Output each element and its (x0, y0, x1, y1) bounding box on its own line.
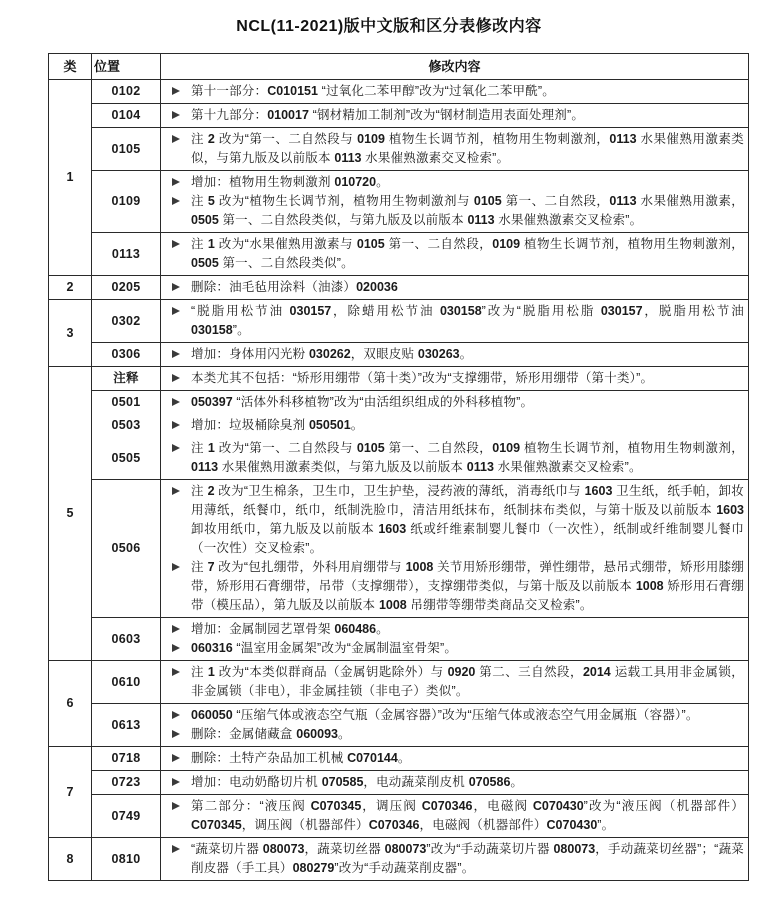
position-cell: 0749 (92, 795, 161, 838)
content-cell (161, 414, 749, 437)
bullet-arrow-icon (161, 235, 191, 248)
position-cell: 0501 (92, 391, 161, 415)
table-row (49, 104, 749, 128)
modification-item (161, 369, 744, 388)
modification-item (161, 482, 744, 558)
content-cell (161, 343, 749, 367)
modification-text: 本类尤其不包括：“矫形用绷带（第十类）”改为“支撑绷带，矫形用绷带（第十类）”。 (191, 371, 654, 385)
modification-text: 删除：油毛毡用涂料（油漆）020036 (191, 280, 398, 294)
table-row (49, 437, 749, 480)
table-row (49, 391, 749, 415)
table-header-row (49, 54, 749, 80)
header-position: 位置 (92, 54, 161, 80)
table-row (49, 618, 749, 661)
position-cell: 0113 (92, 233, 161, 276)
position-cell: 0610 (92, 661, 161, 704)
modification-item (161, 663, 744, 701)
position-cell: 0302 (92, 300, 161, 343)
content-cell (161, 771, 749, 795)
bullet-arrow-icon (161, 749, 191, 762)
page-title: NCL(11-2021)版中文版和区分表修改内容 (236, 18, 542, 35)
content-cell (161, 80, 749, 104)
content-cell (161, 838, 749, 881)
table-row (49, 795, 749, 838)
content-cell (161, 437, 749, 480)
modification-text: “蔬菜切片器 080073，蔬菜切丝器 080073”改为“手动蔬菜切片器 080073，手动蔬菜切丝器”；“蔬菜削皮器（手工具）080279”改为“手动蔬菜削皮器”。 (191, 842, 744, 875)
modification-item (161, 130, 744, 168)
modification-item (161, 278, 744, 297)
header-content: 修改内容 (161, 54, 749, 80)
content-cell (161, 104, 749, 128)
position-cell: 0723 (92, 771, 161, 795)
position-cell: 注释 (92, 367, 161, 391)
modification-item (161, 620, 744, 639)
modification-text: “脱脂用松节油 030157，除蜡用松节油 030158”改为“脱脂用松脂 030157，脱脂用松节油 030158”。 (191, 304, 744, 337)
modification-table (48, 53, 749, 881)
modification-item (161, 725, 744, 744)
position-cell: 0718 (92, 747, 161, 771)
modification-text: 增加：植物用生物刺激剂 010720。 (191, 175, 389, 189)
content-cell (161, 391, 749, 415)
bullet-arrow-icon (161, 439, 191, 452)
table-row (49, 704, 749, 747)
content-cell (161, 128, 749, 171)
content-cell (161, 747, 749, 771)
content-cell (161, 661, 749, 704)
position-cell: 0613 (92, 704, 161, 747)
modification-item (161, 706, 744, 725)
modification-item (161, 235, 744, 273)
table-row (49, 128, 749, 171)
bullet-arrow-icon (161, 278, 191, 291)
content-cell (161, 795, 749, 838)
bullet-arrow-icon (161, 558, 191, 571)
bullet-arrow-icon (161, 130, 191, 143)
class-number-cell: 5 (49, 367, 92, 661)
bullet-arrow-icon (161, 725, 191, 738)
table-row (49, 480, 749, 618)
modification-text: 注 1 改为“第一、二自然段与 0105 第一、二自然段，0109 植物生长调节剂，植物用生物刺激剂，0113 水果催熟用激素类似，与第九版及以前版本 0113 水果催熟激素交叉检索”。 (191, 441, 744, 474)
modification-item (161, 749, 744, 768)
modification-item (161, 192, 744, 230)
bullet-arrow-icon (161, 639, 191, 652)
modification-text: 注 5 改为“植物生长调节剂，植物用生物刺激剂与 0105 第一、二自然段，0113 水果催熟用激素，0505 第一、二自然段类似，与第九版及以前版本 0113 水果催熟激素交叉检索”。 (191, 194, 744, 227)
position-cell: 0105 (92, 128, 161, 171)
bullet-arrow-icon (161, 416, 191, 429)
modification-item (161, 797, 744, 835)
modification-item (161, 82, 744, 101)
table-row (49, 171, 749, 233)
class-number-cell: 6 (49, 661, 92, 747)
bullet-arrow-icon (161, 369, 191, 382)
table-row (49, 414, 749, 437)
position-cell: 0810 (92, 838, 161, 881)
bullet-arrow-icon (161, 663, 191, 676)
position-cell: 0306 (92, 343, 161, 367)
modification-text: 060316 “温室用金属架”改为“金属制温室骨架”。 (191, 641, 458, 655)
content-cell (161, 171, 749, 233)
modification-text: 删除：土特产杂品加工机械 C070144。 (191, 751, 411, 765)
bullet-arrow-icon (161, 482, 191, 495)
table-row (49, 771, 749, 795)
class-number-cell: 2 (49, 276, 92, 300)
content-cell (161, 618, 749, 661)
modification-text: 注 7 改为“包扎绷带，外科用肩绷带与 1008 关节用矫形绷带，弹性绷带，悬吊式绷带，矫形用膝绷带，矫形用石膏绷带，吊带（支撑绷带），支撑绷带类似，与第十版及以前版本 1008 矫形用石膏绷带（模压品），第九版及以前版本 1008 吊绷带等绷带类商品交叉检索”。 (191, 560, 745, 612)
modification-item (161, 439, 744, 477)
table-row (49, 661, 749, 704)
table-row (49, 233, 749, 276)
modification-item (161, 106, 744, 125)
modification-text: 增加：金属制园艺罩骨架 060486。 (191, 622, 389, 636)
class-number-cell: 7 (49, 747, 92, 838)
bullet-arrow-icon (161, 620, 191, 633)
bullet-arrow-icon (161, 302, 191, 315)
table-row (49, 747, 749, 771)
position-cell: 0109 (92, 171, 161, 233)
header-class: 类 (49, 54, 92, 80)
bullet-arrow-icon (161, 797, 191, 810)
modification-text: 增加：电动奶酪切片机 070585，电动蔬菜削皮机 070586。 (191, 775, 524, 789)
bullet-arrow-icon (161, 773, 191, 786)
modification-text: 增加：垃圾桶除臭剂 050501。 (191, 418, 364, 432)
bullet-arrow-icon (161, 173, 191, 186)
position-cell: 0603 (92, 618, 161, 661)
content-cell (161, 480, 749, 618)
bullet-arrow-icon (161, 106, 191, 119)
modification-text: 注 2 改为“第一、二自然段与 0109 植物生长调节剂，植物用生物刺激剂，0113 水果催熟用激素类似，与第九版及以前版本 0113 水果催熟激素交叉检索”。 (191, 132, 744, 165)
class-number-cell: 3 (49, 300, 92, 367)
modification-text: 注 2 改为“卫生棉条，卫生巾，卫生护垫，浸药液的薄纸，消毒纸巾与 1603 卫生纸，纸手帕，卸妆用薄纸，纸餐巾，纸巾，纸制洗脸巾，清洁用纸抹布，纸制抹布类似，与第十版及以前版本 1603 卸妆用纸巾，第九版及以前版本 1603 纸或纤维素制婴儿餐巾（一次性），纸制或纤维制婴儿餐巾（一次性）交叉检索”。 (191, 484, 744, 555)
modification-item (161, 393, 744, 412)
table-row (49, 300, 749, 343)
bullet-arrow-icon (161, 706, 191, 719)
modification-text: 060050 “压缩气体或液态空气瓶（金属容器）”改为“压缩气体或液态空气用金属瓶（容器）”。 (191, 708, 699, 722)
position-cell: 0205 (92, 276, 161, 300)
table-row (49, 367, 749, 391)
modification-text: 第十九部分：010017 “钢材精加工制剂”改为“钢材制造用表面处理剂”。 (191, 108, 585, 122)
modification-text: 增加：身体用闪光粉 030262，双眼皮贴 030263。 (191, 347, 473, 361)
modification-text: 注 1 改为“水果催熟用激素与 0105 第一、二自然段，0109 植物生长调节剂，植物用生物刺激剂，0505 第一、二自然段类似”。 (191, 237, 744, 270)
bullet-arrow-icon (161, 345, 191, 358)
modification-text: 050397 “活体外科移植物”改为“由活组织组成的外科移植物”。 (191, 395, 534, 409)
content-cell (161, 704, 749, 747)
modification-item (161, 639, 744, 658)
position-cell: 0506 (92, 480, 161, 618)
table-row (49, 80, 749, 104)
modification-text: 第二部分：“液压阀 C070345，调压阀 C070346，电磁阀 C070430”改为“液压阀（机器部件）C070345，调压阀（机器部件）C070346，电磁阀（机器部件）C070430”。 (191, 799, 744, 832)
content-cell (161, 367, 749, 391)
class-number-cell: 1 (49, 80, 92, 276)
bullet-arrow-icon (161, 393, 191, 406)
modification-item (161, 773, 744, 792)
modification-item (161, 302, 744, 340)
table-row (49, 276, 749, 300)
bullet-arrow-icon (161, 82, 191, 95)
bullet-arrow-icon (161, 840, 191, 853)
modification-text: 注 1 改为“本类似群商品（金属钥匙除外）与 0920 第二、三自然段，2014 运载工具用非金属锁，非金属锁（非电），非金属挂锁（非电子）类似”。 (191, 665, 744, 698)
content-cell (161, 276, 749, 300)
modification-item (161, 840, 744, 878)
modification-table-body (49, 80, 749, 881)
modification-item (161, 558, 744, 615)
bullet-arrow-icon (161, 192, 191, 205)
table-row (49, 838, 749, 881)
position-cell: 0505 (92, 437, 161, 480)
modification-text: 第十一部分：C010151 “过氧化二苯甲醇”改为“过氧化二苯甲酰”。 (191, 84, 555, 98)
content-cell (161, 300, 749, 343)
table-row (49, 343, 749, 367)
modification-item (161, 173, 744, 192)
modification-text: 删除：金属储藏盒 060093。 (191, 727, 351, 741)
position-cell: 0102 (92, 80, 161, 104)
position-cell: 0503 (92, 414, 161, 437)
position-cell: 0104 (92, 104, 161, 128)
modification-item (161, 416, 744, 435)
content-cell (161, 233, 749, 276)
modification-item (161, 345, 744, 364)
class-number-cell: 8 (49, 838, 92, 881)
